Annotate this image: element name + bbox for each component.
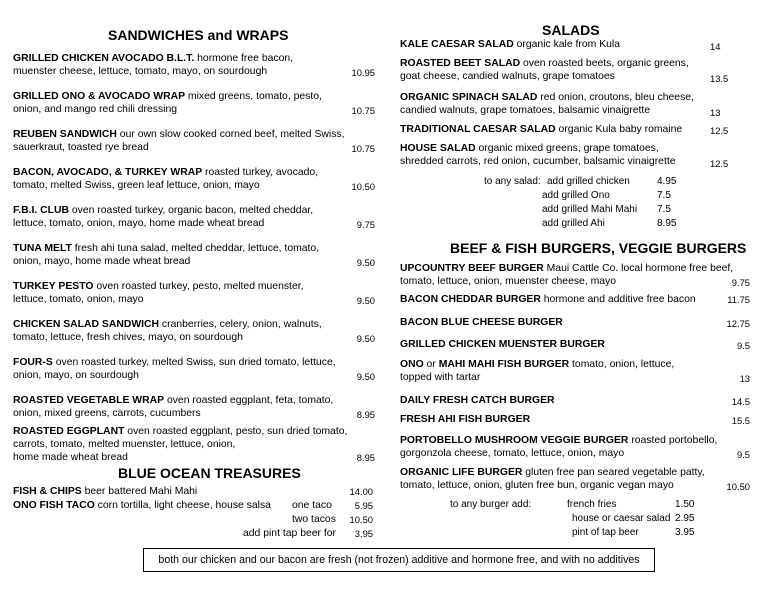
item-name: ORGANIC SPINACH SALAD <box>400 92 538 103</box>
item-name: BACON CHEDDAR BURGER <box>400 294 541 305</box>
item-price: 13.5 <box>710 73 729 84</box>
item-price: 9.75 <box>731 277 750 288</box>
item-name: GRILLED ONO & AVOCADO WRAP <box>13 91 186 102</box>
item-description: corn tortilla, light cheese, house salsa <box>94 500 271 511</box>
burger-addon-price: 3.95 <box>675 527 695 538</box>
item-price: 14 <box>710 41 721 52</box>
item-name: BACON BLUE CHEESE BURGER <box>400 317 563 328</box>
menu-item <box>400 394 740 407</box>
item-description-line3: home made wheat bread <box>13 452 128 463</box>
item-price: 12.5 <box>710 125 729 136</box>
menu-item-fish-chips <box>13 485 343 498</box>
item-name: CHICKEN SALAD SANDWICH <box>13 319 160 330</box>
menu-item <box>13 280 353 306</box>
item-description-line2: tomato, lettuce, onion, gluten free bun, organic vegan mayo <box>400 480 674 491</box>
item-name: FRESH AHI FISH BURGER <box>400 414 531 425</box>
burger-addon-label: house or caesar salad <box>572 513 671 524</box>
item-price: 9.50 <box>356 257 375 268</box>
item-description-line2: onion, mayo, home made wheat bread <box>13 256 191 267</box>
item-price: 12.75 <box>726 318 750 329</box>
item-name: ROASTED BEET SALAD <box>400 58 521 69</box>
item-description: gluten free pan seared vegetable patty, <box>522 467 705 478</box>
item-description: oven roasted beets, organic greens, <box>520 58 689 69</box>
item-description: organic kale from Kula <box>513 39 620 50</box>
item-description-line2: muenster cheese, lettuce, tomato, mayo, on sourdough <box>13 66 268 77</box>
item-price: 14.5 <box>731 396 750 407</box>
item-description: oven roasted eggplant, feta, tomato, <box>164 395 334 406</box>
item-price: 9.5 <box>736 340 750 351</box>
item-name: ORGANIC LIFE BURGER <box>400 467 523 478</box>
menu-item <box>400 316 740 329</box>
item-description-line2: lettuce, tomato, onion, mayo <box>13 294 144 305</box>
menu-item <box>13 318 353 344</box>
section-title-ocean: BLUE OCEAN TREASURES <box>118 465 301 481</box>
item-name: KALE CAESAR SALAD <box>400 39 514 50</box>
menu-item <box>400 262 740 288</box>
item-name: TURKEY PESTO <box>13 281 94 292</box>
item-name: DAILY FRESH CATCH BURGER <box>400 395 555 406</box>
menu-item <box>400 434 740 460</box>
item-name: ONO <box>400 359 424 370</box>
item-description: fresh ahi tuna salad, melted cheddar, lettuce, tomato, <box>71 243 320 254</box>
item-description-line2: onion, and mango red chili dressing <box>13 104 178 115</box>
menu-item <box>400 142 730 168</box>
menu-item <box>13 242 353 268</box>
item-name: TRADITIONAL CAESAR SALAD <box>400 124 556 135</box>
item-description-line2: lettuce, tomato, onion, mayo, home made wheat bread <box>13 218 265 229</box>
item-description: roasted portobello, <box>628 435 718 446</box>
item-price: 14.00 <box>349 486 373 497</box>
item-name: FOUR-S <box>13 357 53 368</box>
item-name-alt: MAHI MAHI FISH BURGER <box>438 359 570 370</box>
two-tacos-price: 10.50 <box>349 514 373 525</box>
one-taco-label: one taco <box>292 500 332 511</box>
item-price: 9.50 <box>356 371 375 382</box>
item-name: ONO FISH TACO <box>13 500 95 511</box>
item-price: 9.50 <box>356 295 375 306</box>
item-description-line2: tomato, melted Swiss, green leaf lettuce, onion, mayo <box>13 180 260 191</box>
salad-addon-label: add grilled Mahi Mahi <box>542 204 638 215</box>
item-description-line2: onion, mixed greens, carrots, cucumbers <box>13 408 201 419</box>
item-price: 10.75 <box>351 143 375 154</box>
item-name: REUBEN SANDWICH <box>13 129 117 140</box>
menu-item <box>400 91 730 117</box>
one-taco-price: 5.95 <box>354 500 373 511</box>
item-price: 10.75 <box>351 105 375 116</box>
item-description: oven roasted turkey, melted Swiss, sun dried tomato, lettuce, <box>52 357 336 368</box>
item-description: beer battered Mahi Mahi <box>81 486 198 497</box>
item-name: PORTOBELLO MUSHROOM VEGGIE BURGER <box>400 435 629 446</box>
item-price: 10.50 <box>351 181 375 192</box>
two-tacos-label: two tacos <box>292 514 336 525</box>
pint-add-price: 3.95 <box>354 528 373 539</box>
menu-item <box>400 38 730 51</box>
menu-item-fish-taco <box>13 499 313 512</box>
menu-item <box>13 204 353 230</box>
salad-addon-label: add grilled Ono <box>542 190 610 201</box>
menu-item <box>400 293 740 306</box>
menu-item <box>13 425 353 464</box>
item-description: oven roasted turkey, organic bacon, melted cheddar, <box>69 205 314 216</box>
item-description: oven roasted eggplant, pesto, sun dried tomato, <box>124 426 348 437</box>
item-description-line2: carrots, tomato, melted muenster, lettuce, onion, <box>13 439 236 450</box>
menu-item <box>400 466 740 492</box>
item-description-line2: topped with tartar <box>400 372 481 383</box>
burger-addon-label: french fries <box>567 499 617 510</box>
item-description: mixed greens, tomato, pesto, <box>185 91 322 102</box>
item-price: 8.95 <box>356 452 375 463</box>
item-name: ROASTED EGGPLANT <box>13 426 125 437</box>
item-name: HOUSE SALAD <box>400 143 476 154</box>
item-description-line2: gorgonzola cheese, tomato, lettuce, onion, mayo <box>400 448 625 459</box>
menu-item <box>13 356 353 382</box>
item-price: 15.5 <box>731 415 750 426</box>
item-price: 9.75 <box>356 219 375 230</box>
item-price: 8.95 <box>356 409 375 420</box>
item-description-line2: candied walnuts, grape tomatoes, balsamic vinaigrette <box>400 105 651 116</box>
salad-addon-label: add grilled Ahi <box>542 218 605 229</box>
burger-addons-intro: to any burger add: <box>450 499 532 510</box>
item-description: organic Kula baby romaine <box>555 124 683 135</box>
item-price: 9.5 <box>736 449 750 460</box>
salad-addon-label: add grilled chicken <box>547 176 630 187</box>
burger-addon-price: 1.50 <box>675 499 695 510</box>
item-price: 12.5 <box>710 158 729 169</box>
menu-item <box>400 358 740 384</box>
item-name: ROASTED VEGETABLE WRAP <box>13 395 165 406</box>
menu-item <box>13 128 353 154</box>
item-name: F.B.I. CLUB <box>13 205 69 216</box>
item-description: Maui Cattle Co. local hormone free beef, <box>543 263 734 274</box>
item-description-line2: tomato, lettuce, fresh chives, mayo, on sourdough <box>13 332 243 343</box>
menu-item <box>400 123 730 136</box>
item-price: 10.95 <box>351 67 375 78</box>
item-name: TUNA MELT <box>13 243 72 254</box>
menu-item <box>13 90 353 116</box>
salad-addon-price: 8.95 <box>657 218 677 229</box>
menu-item <box>13 394 353 420</box>
item-description-line2: tomato, lettuce, onion, muenster cheese, mayo <box>400 276 617 287</box>
item-price: 13 <box>739 373 750 384</box>
item-name: FISH & CHIPS <box>13 486 82 497</box>
menu-item <box>400 413 740 426</box>
pint-add-label: add pint tap beer for <box>243 528 337 539</box>
menu-item <box>13 166 353 192</box>
section-title-salads: SALADS <box>542 22 600 38</box>
item-description: tomato, onion, lettuce, <box>569 359 675 370</box>
item-price: 9.50 <box>356 333 375 344</box>
burger-addon-price: 2.95 <box>675 513 695 524</box>
section-title-sandwiches: SANDWICHES and WRAPS <box>108 27 289 43</box>
item-description: hormone free bacon, <box>194 53 294 64</box>
item-description: red onion, croutons, bleu cheese, <box>537 92 694 103</box>
item-description: hormone and additive free bacon <box>540 294 696 305</box>
item-description-line2: onion, mayo, on sourdough <box>13 370 139 381</box>
salad-addon-price: 7.5 <box>657 190 671 201</box>
item-name-connector: or <box>423 359 439 370</box>
item-name: UPCOUNTRY BEEF BURGER <box>400 263 544 274</box>
item-description-line2: goat cheese, candied walnuts, grape tomatoes <box>400 71 615 82</box>
item-price: 11.75 <box>727 294 750 305</box>
menu-item <box>400 57 730 83</box>
item-name: GRILLED CHICKEN AVOCADO B.L.T. <box>13 53 195 64</box>
item-description: roasted turkey, avocado, <box>202 167 319 178</box>
salad-addon-price: 4.95 <box>657 176 677 187</box>
item-price: 13 <box>710 107 721 118</box>
menu-item <box>13 52 353 78</box>
item-name: GRILLED CHICKEN MUENSTER BURGER <box>400 339 605 350</box>
item-price: 10.50 <box>726 481 750 492</box>
item-description-line2: sauerkraut, toasted rye bread <box>13 142 149 153</box>
footer-note: both our chicken and our bacon are fresh (not frozen) additive and hormone free, and with no additives <box>143 548 655 572</box>
salad-addons-intro: to any salad: <box>484 176 541 187</box>
item-description: our own slow cooked corned beef, melted Swiss, <box>116 129 345 140</box>
item-description-line2: shredded carrots, red onion, cucumber, balsamic vinaigrette <box>400 156 676 167</box>
item-description: organic mixed greens, grape tomatoes, <box>475 143 659 154</box>
section-title-burgers: BEEF & FISH BURGERS, VEGGIE BURGERS <box>450 240 747 256</box>
menu-item <box>400 338 740 351</box>
burger-addon-label: pint of tap beer <box>572 527 639 538</box>
salad-addon-price: 7.5 <box>657 204 671 215</box>
item-description: cranberries, celery, onion, walnuts, <box>159 319 322 330</box>
item-description: oven roasted turkey, pesto, melted muenster, <box>93 281 304 292</box>
item-name: BACON, AVOCADO, & TURKEY WRAP <box>13 167 203 178</box>
